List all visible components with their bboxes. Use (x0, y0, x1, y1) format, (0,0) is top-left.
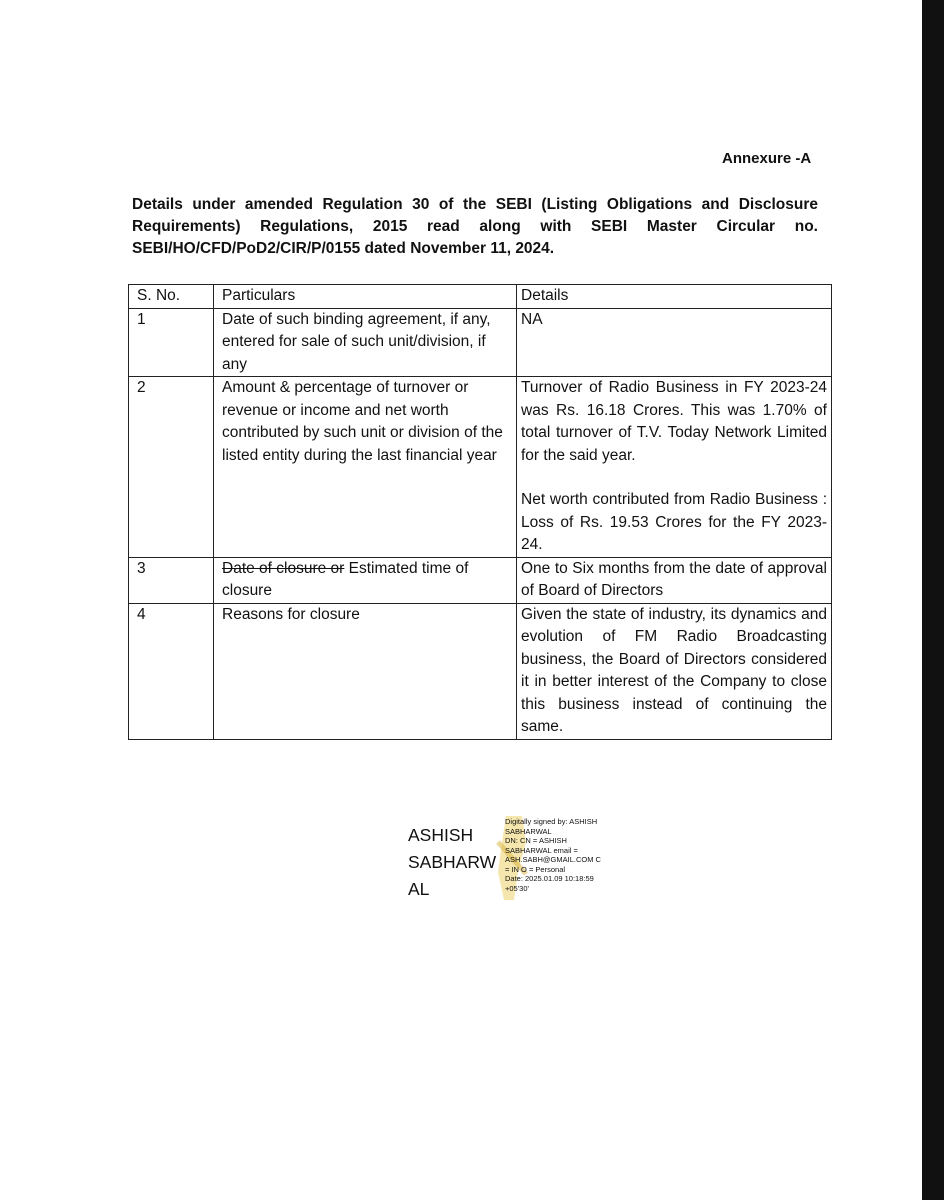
row-particulars: Date of such binding agreement, if any, entered for sale of such unit/division, if any (214, 308, 517, 377)
annexure-label: Annexure -A (722, 150, 812, 167)
stamp-line: Digitally signed by: ASHISH (505, 817, 598, 826)
digital-signature-stamp (505, 817, 625, 893)
page-edge-band (922, 0, 944, 1200)
signer-name-line: AL (408, 879, 430, 899)
stamp-line: Date: 2025.01.09 10:18:59 (505, 874, 594, 883)
row-sno: 2 (129, 377, 214, 558)
row-details: One to Six months from the date of approval of Board of Directors (517, 557, 832, 603)
particulars-text: Estimated time of closure (222, 559, 469, 599)
table-row (129, 603, 832, 739)
row-details: Given the state of industry, its dynamics and evolution of FM Radio Broadcasting business, the Board of Directors considered it in better interest of the Company to close this business instead of continuing the same. (517, 603, 832, 739)
table-row (129, 308, 832, 377)
stamp-line: DN: CN = ASHISH (505, 836, 567, 845)
row-sno: 3 (129, 557, 214, 603)
disclosure-table (128, 284, 832, 740)
signer-name-line: ASHISH (408, 825, 474, 845)
intro-paragraph: Details under amended Regulation 30 of the SEBI (Listing Obligations and Disclosure Requirements) Regulations, 2015 read along with SEBI Master Circular no. SEBI/HO/CFD/PoD2/CIR/P/0155 dated November 11, 2024. (132, 196, 818, 257)
row-details: NA (517, 308, 832, 377)
row-particulars: Amount & percentage of turnover or revenue or income and net worth contributed by such unit or division of the listed entity during the last financial year (214, 377, 517, 558)
details-net-worth: Net worth contributed from Radio Business : Loss of Rs. 19.53 Crores for the FY 2023-24. (521, 491, 827, 553)
row-particulars (214, 557, 517, 603)
details-turnover: Turnover of Radio Business in FY 2023-24 was Rs. 16.18 Crores. This was 1.70% of total turnover of T.V. Today Network Limited for the said year. (521, 379, 827, 464)
stamp-line: ASH.SABH@GMAIL.COM C (505, 855, 601, 864)
row-sno: 1 (129, 308, 214, 377)
table-row (129, 377, 832, 558)
header-sno: S. No. (129, 285, 214, 309)
table-row (129, 557, 832, 603)
table-header-row (129, 285, 832, 309)
signer-name (408, 822, 508, 903)
row-particulars: Reasons for closure (214, 603, 517, 739)
row-sno: 4 (129, 603, 214, 739)
struck-text: Date of closure or (222, 559, 345, 577)
stamp-line: SABHARWAL email = (505, 845, 578, 855)
stamp-line: SABHARWAL (505, 826, 552, 836)
header-particulars: Particulars (214, 285, 517, 309)
header-details: Details (517, 285, 832, 309)
stamp-line: +05'30' (505, 883, 529, 893)
signer-name-line: SABHARW (408, 852, 497, 872)
stamp-line: = IN O = Personal (505, 864, 566, 874)
row-details (517, 377, 832, 558)
